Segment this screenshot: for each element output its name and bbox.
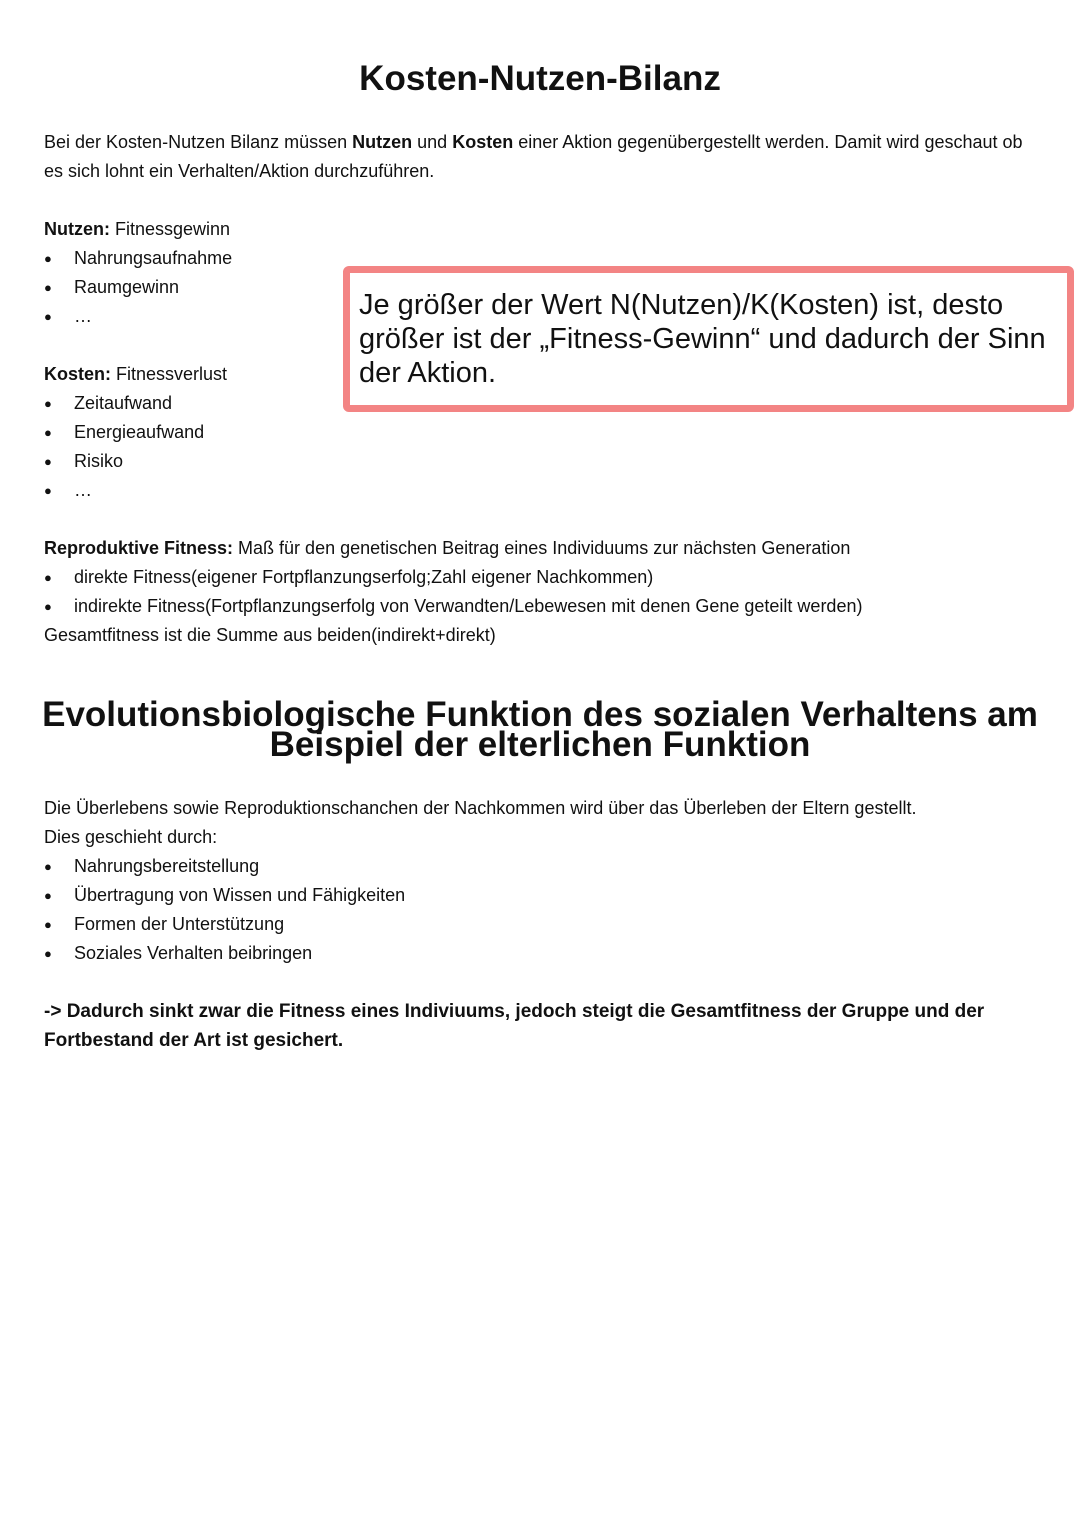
fitness-heading bbox=[44, 534, 850, 563]
page-title: Kosten-Nutzen-Bilanz bbox=[359, 59, 721, 98]
kosten-text: Fitnessverlust bbox=[111, 364, 228, 384]
list-item: ● direkte Fitness(eigener Fortpflanzungserfolg;Zahl eigener Nachkommen) bbox=[44, 563, 862, 592]
list-item: ● … bbox=[44, 476, 204, 505]
fitness-list bbox=[44, 563, 862, 621]
kosten-label: Kosten: bbox=[44, 364, 111, 384]
section-title-line-1: Evolutionsbiologische Funktion des sozialen Verhaltens am bbox=[42, 695, 1038, 734]
list-item: ● Zeitaufwand bbox=[44, 389, 204, 418]
list-item: ● Raumgewinn bbox=[44, 273, 232, 302]
conclusion-text: -> Dadurch sinkt zwar die Fitness eines Indiviuums, jedoch steigt die Gesamtfitness der Gruppe und der Fortbestand der Art ist gesichert. bbox=[44, 1001, 985, 1051]
list-item: ● … bbox=[44, 302, 232, 331]
evolution-list bbox=[44, 852, 405, 968]
nutzen-list bbox=[44, 244, 232, 331]
intro-bold-nutzen: Nutzen bbox=[352, 132, 413, 152]
intro-text-2: und bbox=[412, 132, 453, 152]
list-item: ● Übertragung von Wissen und Fähigkeiten bbox=[44, 881, 405, 910]
list-item: ● Nahrungsaufnahme bbox=[44, 244, 232, 273]
callout-line: Je größer der Wert N(Nutzen)/K(Kosten) ist, desto bbox=[359, 289, 1004, 321]
kosten-heading bbox=[44, 360, 227, 389]
fitness-summary: Gesamtfitness ist die Summe aus beiden(indirekt+direkt) bbox=[44, 625, 496, 645]
section-title bbox=[0, 695, 1080, 764]
list-item: ● indirekte Fitness(Fortpflanzungserfolg von Verwandten/Lebewesen mit denen Gene geteilt werden) bbox=[44, 592, 862, 621]
nutzen-heading bbox=[44, 215, 230, 244]
evolution-paragraph: Die Überlebens sowie Reproduktionschanchen der Nachkommen wird über das Überleben der Eltern gestellt. bbox=[44, 798, 917, 818]
intro-bold-kosten: Kosten bbox=[452, 132, 514, 152]
fitness-text: Maß für den genetischen Beitrag eines Individuums zur nächsten Generation bbox=[233, 538, 851, 558]
list-item: ● Nahrungsbereitstellung bbox=[44, 852, 405, 881]
list-item: ● Formen der Unterstützung bbox=[44, 910, 405, 939]
callout-box bbox=[343, 266, 1074, 412]
intro-text-1: Bei der Kosten-Nutzen Bilanz müssen bbox=[44, 132, 353, 152]
list-item: ● Soziales Verhalten beibringen bbox=[44, 939, 405, 968]
intro-text-3: einer Aktion gegenübergestellt werden. Damit wird geschaut ob es sich lohnt ein Verhalten/Aktion durchzuführen. bbox=[44, 132, 1023, 181]
section-title-line-2: Beispiel der elterlichen Funktion bbox=[269, 725, 811, 764]
kosten-list bbox=[44, 389, 204, 505]
list-item: ● Energieaufwand bbox=[44, 418, 204, 447]
callout-line: größer ist der „Fitness-Gewinn“ und dadurch der Sinn bbox=[359, 323, 1046, 355]
nutzen-label: Nutzen: bbox=[44, 219, 110, 239]
intro-paragraph bbox=[44, 128, 1044, 186]
nutzen-text: Fitnessgewinn bbox=[110, 219, 231, 239]
fitness-label: Reproduktive Fitness: bbox=[44, 538, 234, 558]
list-item: ● Risiko bbox=[44, 447, 204, 476]
callout-line: der Aktion. bbox=[359, 357, 497, 389]
evolution-list-intro: Dies geschieht durch: bbox=[44, 827, 218, 847]
callout-text bbox=[350, 273, 1067, 390]
